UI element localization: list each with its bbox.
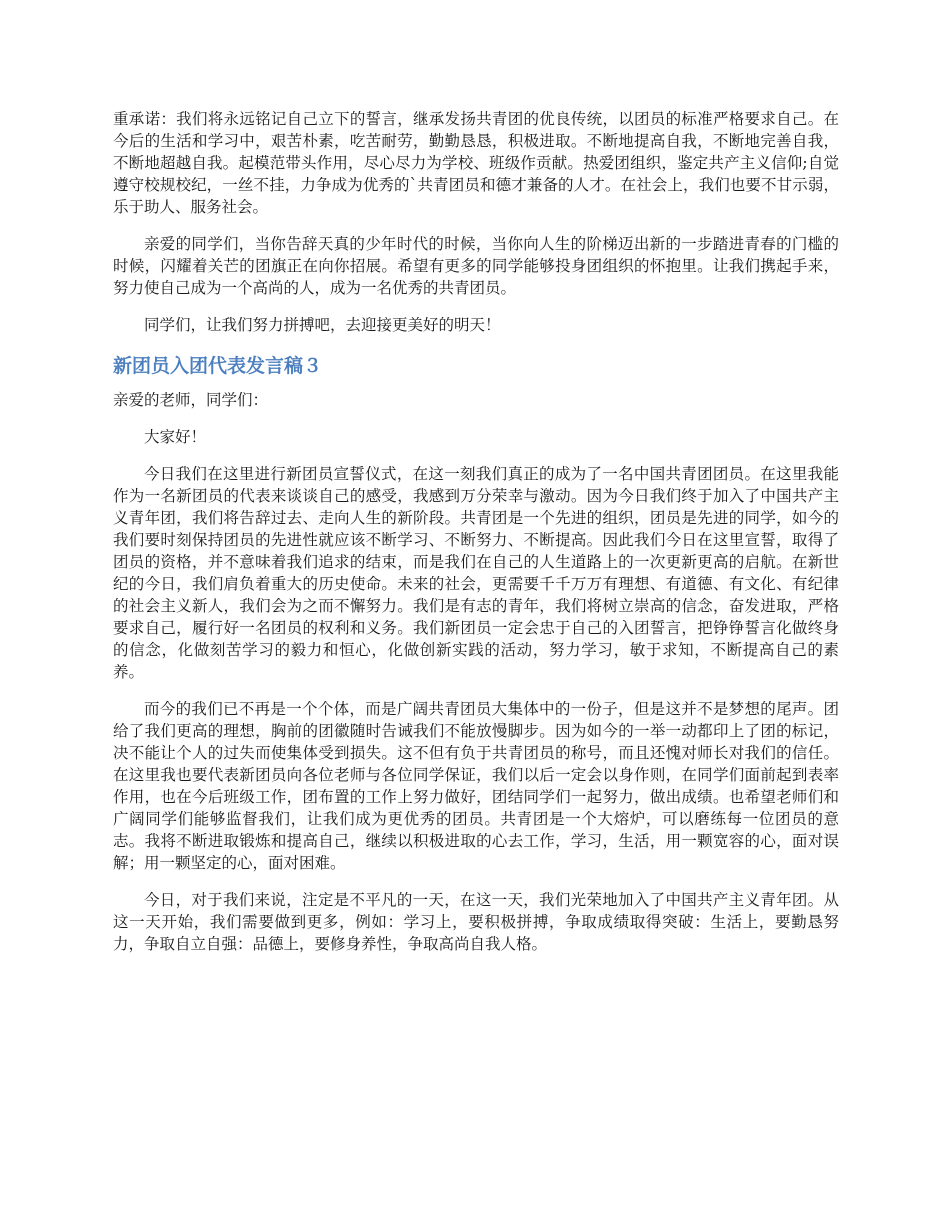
greeting: 大家好！ <box>144 428 207 446</box>
section-heading: 新团员入团代表发言稿３ <box>113 355 323 377</box>
salutation: 亲爱的老师，同学们： <box>113 391 269 409</box>
paragraph-closing: 同学们，让我们努力拼搏吧，去迎接更美好的明天！ <box>144 316 501 334</box>
paragraph-body-3: 今日，对于我们来说，注定是不平凡的一天，在这一天，我们光荣地加入了中国共产主义青年团。从这一天开始，我们需要做到更多，例如：学习上，要积极拼搏，争取成绩取得突破：生活上，要勤恳努力，争取自立自强：品德上，要修身养性，争取高尚自我人格。 <box>113 891 839 953</box>
paragraph-body-1: 今日我们在这里进行新团员宣誓仪式，在这一刻我们真正的成为了一名中国共青团团员。在这里我能作为一名新团员的代表来谈谈自己的感受，我感到万分荣幸与激动。因为今日我们终于加入了中国共产主义青年团，我们将告辞过去、走向人生的新阶段。共青团是一个先进的组织，团员是先进的同学，如今的我们要时刻保持团员的先进性就应该不断学习、不断努力、不断提高。因此我们今日在这里宣誓，取得了团员的资格，并不意味着我们追求的结束，而是我们在自己的人生道路上的一次更新更高的启航。在新世纪的今日，我们肩负着重大的历史使命。未来的社会，更需要千千万万有理想、有道德、有文化、有纪律的社会主义新人，我们会为之而不懈努力。我们是有志的青年，我们将树立崇高的信念，奋发进取，严格要求自己，履行好一名团员的权利和义务。我们新团员一定会忠于自己的入团誓言，把铮铮誓言化做终身的信念，化做刻苦学习的毅力和恒心，化做创新实践的活动，努力学习，敏于求知，不断提高自己的素养。 <box>113 465 839 681</box>
paragraph-body-2: 而今的我们已不再是一个个体，而是广阔共青团员大集体中的一份子，但是这并不是梦想的尾声。团给了我们更高的理想，胸前的团徽随时告诫我们不能放慢脚步。因为如今的一举一动都印上了团的标记，决不能让个人的过失而使集体受到损失。这不但有负于共青团员的称号，而且还愧对师长对我们的信任。在这里我也要代表新团员向各位老师与各位同学保证，我们以后一定会以身作则，在同学们面前起到表率作用，也在今后班级工作，团布置的工作上努力做好，团结同学们一起努力，做出成绩。也希望老师们和广阔同学们能够监督我们，让我们成为更优秀的团员。共青团是一个大熔炉，可以磨练每一位团员的意志。我将不断进取锻炼和提高自己，继续以积极进取的心去工作，学习，生活，用一颗宽容的心，面对误解；用一颗坚定的心，面对困难。 <box>113 700 839 872</box>
document-page <box>113 108 839 970</box>
paragraph-pledge: 重承诺：我们将永远铭记自己立下的誓言，继承发扬共青团的优良传统，以团员的标准严格要求自己。在今后的生活和学习中，艰苦朴素，吃苦耐劳，勤勤恳恳，积极进取。不断地提高自我，不断地完善自我，不断地超越自我。起模范带头作用，尽心尽力为学校、班级作贡献。热爱团组织，鉴定共产主义信仰;自觉遵守校规校纪，一丝不挂，力争成为优秀的`共青团员和德才兼备的人才。在社会上，我们也要不甘示弱，乐于助人、服务社会。 <box>113 110 839 216</box>
paragraph-classmates: 亲爱的同学们，当你告辞天真的少年时代的时候，当你向人生的阶梯迈出新的一步踏进青春的门槛的时候，闪耀着关芒的团旗正在向你招展。希望有更多的同学能够投身团组织的怀抱里。让我们携起手来，努力使自己成为一个高尚的人，成为一名优秀的共青团员。 <box>113 235 839 297</box>
